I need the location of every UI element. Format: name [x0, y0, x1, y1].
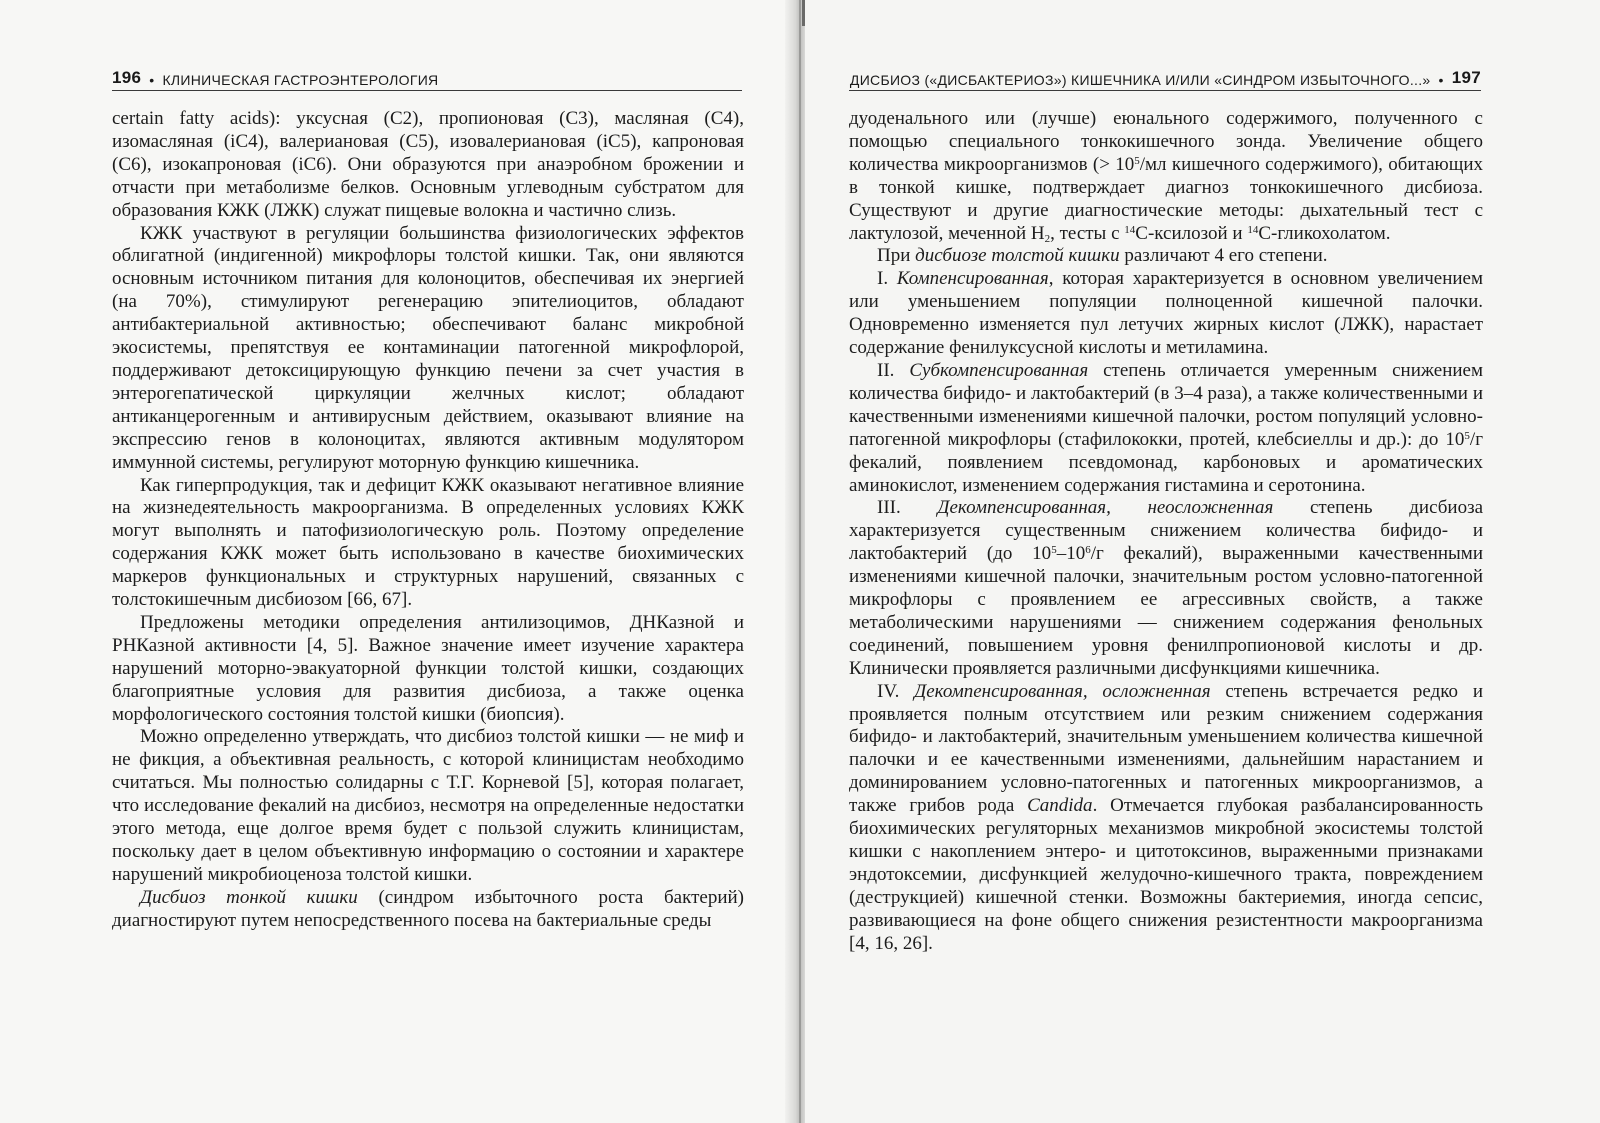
header-bullet-icon: •	[149, 72, 155, 88]
left-paragraph-1: certain fatty acids): уксусная (C2), пропионовая (C3), масляная (C4), изомасляная (iC4), валериановая (C5), изовалериановая (iC5), капроновая (C6), изокапроновая (iC6). Они образуются при анаэробном брожении и отчасти при метаболизме белков. Основным углеводным субстратом для образования КЖК (ЛЖК) служат пищевые волокна и частично слизь.	[112, 108, 744, 221]
right-p5-italic-term: Декомпенсированная, неосложненная	[937, 497, 1274, 519]
right-p1-text-a: дуоденального или (лучше) еюнального содержимого, полученного с помощью специального тонкокишечного зонда. Увеличение общего количества микроорганизмов (> 10	[849, 108, 1483, 175]
right-running-header	[849, 64, 1481, 91]
gutter-fold-line	[799, 0, 801, 1123]
right-p5-text-b: –10	[1056, 543, 1086, 565]
left-paragraph-4: Предложены методики определения антилизоцимов, ДНКазной и РНКазной активности [4, 5]. Важное значение имеет изучение характера нарушений моторно-эвакуаторной функции толстой кишки, создающих благоприятные условия для развития дисбиоза, а также оценка морфологического состояния толстой кишки (биопсия).	[112, 611, 744, 725]
right-p6-text-a: степень встречается редко и проявляется полным отсутствием или резким снижением содержания бифидо- и лактобактерий, значительным уменьшением количества кишечной палочки и ее качественными изменениями, дальнейшим нарастанием и доминированием условно-патогенных и патогенных микроорганизмов, а также грибов рода	[849, 680, 1484, 817]
left-page-number: 196	[112, 68, 142, 87]
right-p2-italic-term: дисбиозе толстой кишки	[915, 245, 1120, 267]
left-paragraph-6	[112, 887, 744, 933]
left-paragraph-2: КЖК участвуют в регуляции большинства физиологических эффектов облигатной (индигенной) микрофлоры толстой кишки. Так, они являются основным источником питания для колоноцитов, обеспечивая их энергией (на 70%), стимулируют регенерацию эпителиоцитов, обладают антибактериальной активностью; обеспечивают баланс микробной экосистемы, препятствуя ее контаминации патогенной микрофлорой, поддерживают детоксицирующую функцию печени за счет участия в энтерогепатической циркуляции желчных кислот; обладают антиканцерогенным и антивирусным действием, оказывают влияние на экспрессию генов в колоноцитах, являются активным модулятором иммунной системы, регулируют моторную функцию кишечника.	[112, 222, 744, 473]
right-p4-text-a: степень отличается умеренным снижением количества бифидо- и лактобактерий (в 3–4 раза), а также количественными и качественными изменениями кишечной палочки, ростом популяций условно-патогенной микрофлоры (стафилококки, протей, клебсиеллы и др.): до 10	[849, 359, 1483, 450]
right-paragraph-5	[849, 497, 1483, 680]
right-p1-text-c: , тесты с	[1050, 222, 1125, 244]
left-paragraph-5: Можно определенно утверждать, что дисбиоз толстой кишки — не миф и не фикция, а объективная реальность, с которой клиницистам необходимо считаться. Мы полностью солидарны с Т.Г. Корневой [5], которая полагает, что исследование фекалий на дисбиоз, несмотря на определенные недостатки этого метода, еще долгое время будет с пользой служить клиницистам, поскольку дает в целом объективную информацию о состоянии и характере нарушений микробиоценоза толстой кишки.	[112, 726, 744, 885]
right-p3-text: , которая характеризуется в основном увеличением или уменьшением популяции полноценной кишечной палочки. Одновременно изменяется пул летучих жирных кислот (ЛЖК), нарастает содержание фенилуксусной кислоты и метиламина.	[849, 268, 1484, 359]
right-p4-numeral: II.	[877, 359, 910, 381]
right-p5-text-c: /г фекалий), выраженными качественными изменениями кишечной палочки, значительным ростом условно-патогенной микрофлоры с проявлением ее агрессивных свойств, а также метаболическими нарушениями — снижением содержания фенольных соединений, повышением уровня фенилпропионовой кислоты и др. Клинически проявляется различными дисфункциями кишечника.	[849, 543, 1483, 679]
right-paragraph-3	[849, 268, 1483, 360]
left-body-text	[112, 108, 744, 933]
right-p5-sup-2: 6	[1085, 544, 1091, 557]
left-paragraph-3: Как гиперпродукция, так и дефицит КЖК оказывают негативное влияние на жизнедеятельность макроорганизма. В определенных условиях КЖК могут выполнять и патофизиологическую роль. Поэтому определение содержания КЖК может быть использовано в качестве биохимических маркеров функциональных и структурных нарушений, связанных с толстокишечным дисбиозом [66, 67].	[112, 474, 744, 611]
right-p5-sup-1: 5	[1051, 544, 1057, 557]
left-p6-text: (синдром избыточного роста бактерий) диагностируют путем непосредственного посева на бактериальные среды	[112, 886, 744, 931]
right-p5-numeral: III.	[877, 497, 938, 519]
right-p5-text-a: степень дисбиоза характеризуется существенным снижением количества бифидо- и лактобактерий (до 10	[849, 497, 1484, 565]
right-paragraph-1	[849, 108, 1483, 245]
right-p1-sup-3: 14	[1247, 223, 1259, 236]
right-p1-sub: 2	[1044, 232, 1051, 245]
right-p3-italic-term: Компенсированная	[896, 268, 1049, 290]
right-p2-text-a: При	[877, 245, 916, 267]
right-p3-numeral: I.	[877, 268, 897, 290]
right-body-text	[849, 108, 1483, 956]
right-p4-text-b: /г фекалий, появлением псевдомонад, карбоновых и ароматических аминокислот, изменением содержания гистамина и серотонина.	[849, 428, 1483, 496]
right-p1-sup-2: 14	[1124, 223, 1136, 236]
left-running-header	[112, 64, 742, 91]
right-paragraph-2	[849, 245, 1483, 268]
left-running-title: КЛИНИЧЕСКАЯ ГАСТРОЭНТЕРОЛОГИЯ	[162, 72, 439, 88]
right-p6-italic-term: Декомпенсированная, осложненная	[914, 680, 1211, 702]
right-page-number: 197	[1451, 68, 1481, 87]
right-p6-genus-name: Candida	[1027, 795, 1093, 817]
right-paragraph-4	[849, 360, 1483, 497]
right-running-title: ДИСБИОЗ («ДИСБАКТЕРИОЗ») КИШЕЧНИКА И/ИЛИ «СИНДРОМ ИЗБЫТОЧНОГО...»	[849, 72, 1431, 88]
right-paragraph-6	[849, 681, 1483, 956]
right-p2-text-b: различают 4 его степени.	[1119, 245, 1328, 267]
right-p4-sup: 5	[1464, 429, 1470, 442]
right-p1-text-b: /мл кишечного содержимого), обитающих в тонкой кишке, подтверждает диагноз тонкокишечного дисбиоза. Существуют и другие диагностические методы: дыхательный тест с лактулозой, меченной H	[849, 153, 1483, 244]
header-bullet-icon: •	[1438, 72, 1444, 88]
right-p6-numeral: IV.	[877, 680, 915, 702]
right-page	[805, 0, 1600, 1123]
right-p4-italic-term: Субкомпенсированная	[909, 359, 1089, 381]
right-p1-text-e: C-гликохолатом.	[1258, 222, 1391, 244]
right-p1-text-d: C-ксилозой и	[1135, 222, 1248, 244]
left-p6-italic-term: Дисбиоз тонкой кишки	[140, 886, 358, 908]
left-page	[0, 0, 795, 1123]
right-p1-sup-1: 5	[1134, 154, 1140, 167]
right-p6-text-b: . Отмечается глубокая разбалансированность биохимических регуляторных механизмов микробной экосистемы толстой кишки с накоплением энтеро- и цитотоксинов, выраженными признаками эндотоксемии, дисфункцией желудочно-кишечного тракта, повреждением (деструкцией) кишечной стенки. Возможны бактериемия, иногда сепсис, развивающиеся на фоне общего снижения резистентности макроорганизма [4, 16, 26].	[849, 795, 1483, 954]
